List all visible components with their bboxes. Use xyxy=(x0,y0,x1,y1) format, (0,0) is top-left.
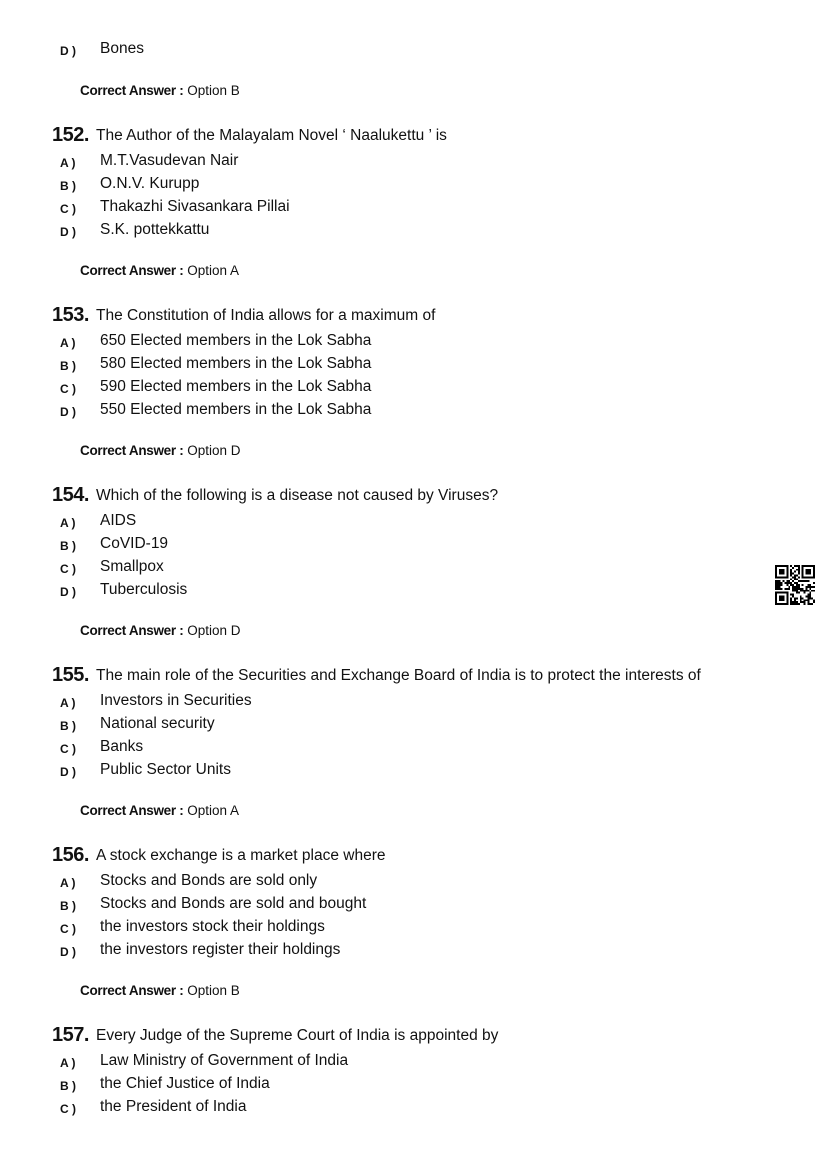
option-label: D ) xyxy=(60,225,76,239)
correct-answer xyxy=(80,983,240,998)
option-text: Tuberculosis xyxy=(100,581,188,598)
option-text: O.N.V. Kurupp xyxy=(100,175,200,192)
question-number: 157. xyxy=(52,1024,89,1046)
option-text: Law Ministry of Government of India xyxy=(100,1052,349,1069)
qr-code xyxy=(775,565,815,605)
correct-answer-value: Option D xyxy=(187,623,241,638)
option-label: B ) xyxy=(60,179,76,193)
option-label: B ) xyxy=(60,539,76,553)
option-text: the Chief Justice of India xyxy=(100,1075,270,1092)
option-label: B ) xyxy=(60,899,76,913)
correct-answer xyxy=(80,83,240,98)
option-text: 580 Elected members in the Lok Sabha xyxy=(100,355,372,372)
correct-answer-label: Correct Answer : xyxy=(80,803,184,818)
option-text: M.T.Vasudevan Nair xyxy=(100,152,239,169)
option-label: A ) xyxy=(60,156,76,170)
option-text: AIDS xyxy=(100,512,137,529)
option-text: Stocks and Bonds are sold only xyxy=(100,872,318,889)
option-text: CoVID-19 xyxy=(100,535,169,552)
option-label: C ) xyxy=(60,382,76,396)
option-label: B ) xyxy=(60,719,76,733)
correct-answer xyxy=(80,803,239,818)
option-text: 650 Elected members in the Lok Sabha xyxy=(100,332,372,349)
question-number: 152. xyxy=(52,124,89,146)
option-text: Investors in Securities xyxy=(100,692,252,709)
option-text: S.K. pottekkattu xyxy=(100,221,210,238)
option-text: Stocks and Bonds are sold and bought xyxy=(100,895,367,912)
correct-answer-value: Option A xyxy=(187,803,240,818)
option-text: Bones xyxy=(100,40,144,57)
option-label: B ) xyxy=(60,1079,76,1093)
question-number: 155. xyxy=(52,664,89,686)
option-label: B ) xyxy=(60,359,76,373)
correct-answer xyxy=(80,263,239,278)
question-text: The Constitution of India allows for a maximum of xyxy=(96,307,436,324)
correct-answer-value: Option B xyxy=(187,83,240,98)
correct-answer-value: Option A xyxy=(187,263,240,278)
option-label: D ) xyxy=(60,44,76,58)
option-label: A ) xyxy=(60,516,76,530)
question-text: The main role of the Securities and Exchange Board of India is to protect the interests of xyxy=(96,667,701,684)
question-number: 153. xyxy=(52,304,89,326)
option-text: Banks xyxy=(100,738,144,755)
correct-answer-value: Option D xyxy=(187,443,241,458)
option-label: A ) xyxy=(60,1056,76,1070)
correct-answer xyxy=(80,443,241,458)
correct-answer xyxy=(80,623,241,638)
correct-answer-label: Correct Answer : xyxy=(80,83,184,98)
option-label: C ) xyxy=(60,562,76,576)
question-text: The Author of the Malayalam Novel ‘ Naalukettu ’ is xyxy=(96,127,447,144)
option-label: A ) xyxy=(60,336,76,350)
option-label: C ) xyxy=(60,922,76,936)
option-text: Smallpox xyxy=(100,558,164,575)
correct-answer-label: Correct Answer : xyxy=(80,263,184,278)
correct-answer-label: Correct Answer : xyxy=(80,983,184,998)
option-label: D ) xyxy=(60,405,76,419)
question-number: 156. xyxy=(52,844,89,866)
option-label: A ) xyxy=(60,696,76,710)
option-label: D ) xyxy=(60,945,76,959)
question-number: 154. xyxy=(52,484,89,506)
option-text: National security xyxy=(100,715,215,732)
question-text: Every Judge of the Supreme Court of India is appointed by xyxy=(96,1027,499,1044)
option-label: A ) xyxy=(60,876,76,890)
correct-answer-value: Option B xyxy=(187,983,240,998)
option-text: the investors register their holdings xyxy=(100,941,341,958)
option-text: 590 Elected members in the Lok Sabha xyxy=(100,378,372,395)
option-text: Thakazhi Sivasankara Pillai xyxy=(100,198,290,215)
option-label: C ) xyxy=(60,742,76,756)
option-text: the investors stock their holdings xyxy=(100,918,325,935)
option-label: D ) xyxy=(60,585,76,599)
option-text: Public Sector Units xyxy=(100,761,231,778)
question-text: Which of the following is a disease not caused by Viruses? xyxy=(96,487,499,504)
correct-answer-label: Correct Answer : xyxy=(80,623,184,638)
option-label: C ) xyxy=(60,1102,76,1116)
option-label: C ) xyxy=(60,202,76,216)
option-label: D ) xyxy=(60,765,76,779)
correct-answer-label: Correct Answer : xyxy=(80,443,184,458)
option-text: the President of India xyxy=(100,1098,247,1115)
option-text: 550 Elected members in the Lok Sabha xyxy=(100,401,372,418)
question-text: A stock exchange is a market place where xyxy=(96,847,386,864)
